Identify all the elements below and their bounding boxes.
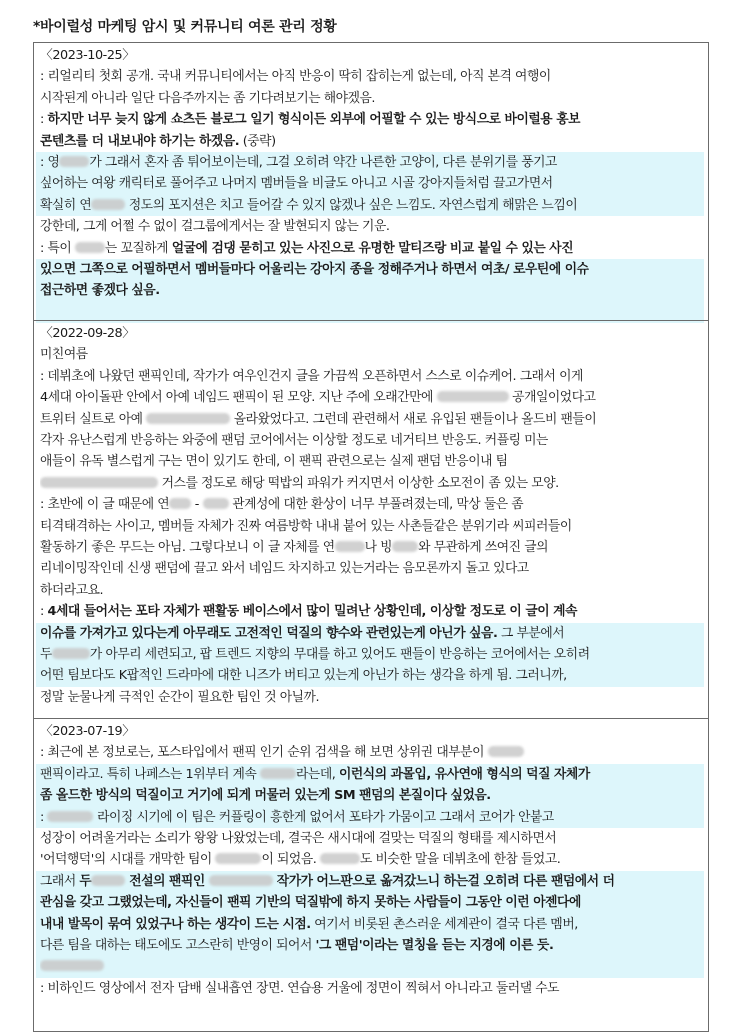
text-run: 애들이 유독 별스럽게 구는 면이 있기도 한데, 이 팬픽 관련으로는 실제 팬덤 반응이내 팀 bbox=[40, 454, 508, 470]
entry-line bbox=[40, 558, 702, 579]
entry-line bbox=[40, 430, 702, 451]
entry-line bbox=[40, 828, 702, 849]
entry-line bbox=[40, 131, 702, 152]
bold-text: '그 팬덤'이라는 멸칭을 듣는 지경에 이른 듯. bbox=[315, 938, 554, 953]
text-run: 티격태격하는 사이고, 멤버들 자체가 진짜 여름방학 내내 붙어 있는 사촌들같은 분위기라 씨피러들이 bbox=[40, 518, 572, 534]
entry-line bbox=[40, 785, 702, 806]
entry-line bbox=[40, 516, 702, 537]
redacted-name bbox=[209, 875, 273, 886]
entry-date bbox=[40, 45, 702, 66]
text-run: : bbox=[40, 604, 48, 620]
text-run: 나 빙 bbox=[364, 540, 393, 555]
entry-line bbox=[40, 892, 702, 913]
bold-text: 두 bbox=[79, 873, 92, 889]
text-run: 〈2022-09-28〉 bbox=[40, 326, 135, 341]
entry-line bbox=[40, 849, 702, 870]
entry-line bbox=[40, 88, 702, 109]
bold-text: 접근하면 좋겠다 싶음. bbox=[40, 283, 160, 299]
text-run: 도 비슷한 말을 데뷔초에 한참 들었고. bbox=[359, 852, 561, 868]
bold-text: 이런식의 과몰입, 유사연애 형식의 덕질 자체가 bbox=[338, 766, 590, 782]
redacted-name bbox=[59, 156, 89, 167]
bold-text: 관심을 갖고 그랬었는데, 자신들이 팬픽 기반의 덕질밖에 하지 못하는 사람들이 그동안 이런 아젠다에 bbox=[40, 895, 581, 911]
entry-date bbox=[40, 721, 702, 742]
redacted-name bbox=[47, 811, 93, 822]
bold-text: 4세대 들어서는 포타 자체가 팬활동 베이스에서 많이 밀려난 상황인데, 이상할 정도로 이 글이 계속 bbox=[47, 604, 577, 620]
text-run: 〈2023-07-19〉 bbox=[40, 724, 135, 739]
text-run: 그 부분에서 bbox=[497, 625, 565, 641]
bold-text: 좀 올드한 방식의 덕질이고 거기에 되게 머물러 있는게 SM 팬덤의 본질이다 싶었음. bbox=[40, 788, 491, 804]
bold-text: 콘텐츠를 더 내보내야 하기는 하겠음. bbox=[40, 133, 240, 149]
text-run: 가 그래서 혼자 좀 튀어보이는데, 그걸 오히려 약간 나른한 고양이, 다른 분위기를 풍기고 bbox=[89, 155, 557, 170]
entry-line bbox=[40, 409, 702, 430]
text-run: 강한데, 그게 어쩔 수 없이 걸그룹에게서는 잘 발현되지 않는 기운. bbox=[40, 219, 390, 235]
text-run: '어덕행덕'의 시대를 개막한 팀이 bbox=[40, 852, 216, 868]
entry-line bbox=[40, 956, 702, 977]
text-run: 각자 유난스럽게 반응하는 와중에 팬덤 코어에서는 이상할 정도로 네거티브 반응도. 커플링 미는 bbox=[40, 433, 548, 448]
entry-line bbox=[40, 366, 702, 387]
entry-line bbox=[40, 871, 702, 892]
text-run: 싶어하는 여왕 캐릭터로 풀어주고 나머지 멤버들을 비글도 아니고 시골 강아지들처럼 끌고가면서 bbox=[40, 176, 553, 192]
entry-line bbox=[40, 665, 702, 686]
redacted-name bbox=[320, 853, 360, 864]
entry-line bbox=[40, 623, 702, 644]
entry-line bbox=[40, 687, 702, 708]
text-run: 그래서 bbox=[40, 873, 80, 889]
text-run: 하더라고요. bbox=[40, 582, 104, 598]
entry-2022-09-28 bbox=[34, 320, 708, 718]
entry-line bbox=[40, 978, 702, 999]
entry-line bbox=[40, 238, 702, 259]
text-run: : 리얼리티 첫회 공개. 국내 커뮤니티에서는 아직 반응이 딱히 잡히는게 없는데, 아직 본격 여행이 bbox=[40, 69, 551, 85]
text-run: 공개일이었다고 bbox=[508, 390, 596, 406]
entry-line bbox=[40, 473, 702, 494]
redacted-name bbox=[437, 391, 509, 402]
bold-text: 이슈를 가져가고 있다는게 아무래도 고전적인 덕질의 향수와 관련있는게 아닌가 싶음. bbox=[40, 625, 498, 641]
page-title: *바이럴성 마케팅 암시 및 커뮤니티 여론 관리 정황 bbox=[33, 19, 337, 35]
bold-text: 내내 발목이 묶여 있었구나 하는 생각이 드는 시점. bbox=[40, 916, 311, 932]
text-run: : 비하인드 영상에서 전자 담배 실내흡연 장면. 연습용 거울에 정면이 찍혀서 아니라고 둘러댈 수도 bbox=[40, 980, 560, 996]
entry-line bbox=[40, 66, 702, 87]
redacted-name bbox=[91, 875, 125, 886]
text-run: 정말 눈물나게 극적인 순간이 필요한 팀인 것 아닐까. bbox=[40, 689, 320, 705]
text-run: 관계성에 대한 환상이 너무 부풀려졌는데, 막상 둘은 좀 bbox=[228, 497, 524, 513]
entry-2023-10-25 bbox=[34, 43, 708, 320]
entry-2023-07-19 bbox=[34, 718, 708, 1032]
redacted-name bbox=[40, 477, 158, 488]
text-run: 확실히 연 bbox=[40, 197, 92, 213]
redacted-name bbox=[392, 541, 418, 552]
redacted-name bbox=[488, 746, 524, 757]
entry-line bbox=[40, 601, 702, 622]
document-table bbox=[33, 42, 709, 1032]
text-run: 가 아무리 세련되고, 팝 트렌드 지향의 무대를 하고 있어도 팬들이 반응하는 코어에서는 오히려 bbox=[89, 647, 590, 662]
entry-line bbox=[40, 344, 702, 365]
redacted-name bbox=[91, 199, 125, 210]
entry-line bbox=[40, 494, 702, 515]
entry-line bbox=[40, 451, 702, 472]
text-run: 다른 팀을 대하는 태도에도 고스란히 반영이 되어서 bbox=[40, 938, 316, 953]
text-run: 정도의 포지션은 치고 들어갈 수 있지 않겠나 싶은 느낌도. 자연스럽게 해맑은 느낌이 bbox=[125, 197, 578, 213]
bold-text: 하지만 너무 늦지 않게 쇼츠든 블로그 일기 형식이든 외부에 어필할 수 있는 방식으로 바이럴용 홍보 bbox=[47, 112, 581, 128]
redacted-name bbox=[40, 960, 104, 971]
entry-line bbox=[40, 914, 702, 935]
entry-line bbox=[40, 195, 702, 216]
text-run: (중략) bbox=[239, 133, 276, 149]
text-run: 거스를 정도로 해당 떡밥의 파워가 커지면서 이상한 소모전이 좀 있는 모양. bbox=[158, 475, 559, 491]
text-run: 라이징 시기에 이 팀은 커플링이 흥한게 없어서 포타가 가뭄이고 그래서 코어가 안붙고 bbox=[93, 809, 554, 825]
text-run: 시작된게 아니라 일단 다음주까지는 좀 기다려보기는 해야겠음. bbox=[40, 90, 376, 106]
text-run: : bbox=[40, 112, 48, 128]
text-run: 두 bbox=[40, 647, 52, 662]
text-run: 여기서 비롯된 촌스러운 세계관이 결국 다른 멤버, bbox=[310, 916, 578, 932]
text-run: : 특이 bbox=[40, 240, 75, 256]
text-run: : bbox=[40, 809, 48, 825]
entry-line bbox=[40, 742, 702, 763]
text-run: 와 무관하게 쓰여진 글의 bbox=[418, 540, 549, 555]
entry-line bbox=[40, 216, 702, 237]
entry-line bbox=[40, 109, 702, 130]
text-run: 성장이 어려울거라는 소리가 왕왕 나왔었는데, 결국은 새시대에 걸맞는 덕질의 형태를 제시하면서 bbox=[40, 831, 557, 846]
text-run: 활동하기 좋은 무드는 아님. 그렇다보니 이 글 자체를 연 bbox=[40, 540, 335, 555]
entry-line bbox=[40, 173, 702, 194]
entry-line bbox=[40, 644, 702, 665]
entry-line bbox=[40, 807, 702, 828]
entry-line bbox=[40, 152, 702, 173]
redacted-name bbox=[169, 498, 191, 509]
redacted-name bbox=[335, 541, 365, 552]
text-run: 미친여름 bbox=[40, 347, 88, 363]
redacted-name bbox=[215, 853, 261, 864]
redacted-name bbox=[75, 242, 105, 253]
entry-line bbox=[40, 764, 702, 785]
text-run: 어떤 팀보다도 K팝적인 드라마에 대한 니즈가 버티고 있는게 아닌가 하는 생각을 하게 됨. 그러니까, bbox=[40, 668, 567, 684]
bold-text: 작가가 어느판으로 옮겨갔느니 하는걸 오히려 다른 팬덤에서 더 bbox=[272, 873, 615, 889]
redacted-name bbox=[52, 648, 90, 659]
text-run: 리네이밍작인데 신생 팬덤에 끌고 와서 네임드 차지하고 있는거라는 음모론까지 돌고 있다고 bbox=[40, 561, 529, 577]
redacted-name bbox=[203, 498, 229, 509]
redacted-name bbox=[146, 413, 230, 424]
entry-line bbox=[40, 935, 702, 956]
entry-line bbox=[40, 580, 702, 601]
entry-line bbox=[40, 280, 702, 301]
text-run: : 데뷔초에 나왔던 팬픽인데, 작가가 여우인건지 글을 가끔씩 오픈하면서 스스로 이슈케어. 그래서 이게 bbox=[40, 368, 583, 384]
text-run: 팬픽이라고. 특히 나페스는 1위부터 계속 bbox=[40, 766, 260, 782]
redacted-name bbox=[260, 768, 296, 779]
text-run: 올라왔었다고. 그런데 관련해서 새로 유입된 팬들이나 올드비 팬들이 bbox=[230, 411, 597, 427]
entry-line bbox=[40, 387, 702, 408]
bold-text: 있으면 그쪽으로 어필하면서 멤버들마다 어울리는 강아지 종을 정해주거나 하면서 여초/ 로우틴에 이슈 bbox=[40, 262, 589, 277]
entry-line bbox=[40, 537, 702, 558]
text-run: 트위터 실트로 아예 bbox=[40, 411, 147, 427]
text-run: 는 꼬질하게 bbox=[104, 240, 172, 256]
text-run: 라는데, bbox=[296, 766, 339, 782]
text-run: : 영 bbox=[40, 155, 60, 170]
entry-date bbox=[40, 323, 702, 344]
text-run: : 초반에 이 글 때문에 연 bbox=[40, 497, 170, 513]
entry-line bbox=[40, 259, 702, 280]
text-run: 이 되었음. bbox=[261, 852, 320, 868]
bold-text: 얼굴에 검댕 묻히고 있는 사진으로 유명한 말티즈랑 비교 붙일 수 있는 사진 bbox=[171, 240, 574, 256]
text-run: : 최근에 본 정보로는, 포스타입에서 팬픽 인기 순위 검색을 해 보면 상위권 대부분이 bbox=[40, 745, 488, 761]
bold-text: 전설의 팬픽인 bbox=[125, 873, 209, 889]
text-run: - bbox=[191, 497, 203, 513]
text-run: 4세대 아이돌판 안에서 아예 네임드 팬픽이 된 모양. 지난 주에 오래간만에 bbox=[40, 390, 437, 406]
text-run: 〈2023-10-25〉 bbox=[40, 48, 135, 63]
